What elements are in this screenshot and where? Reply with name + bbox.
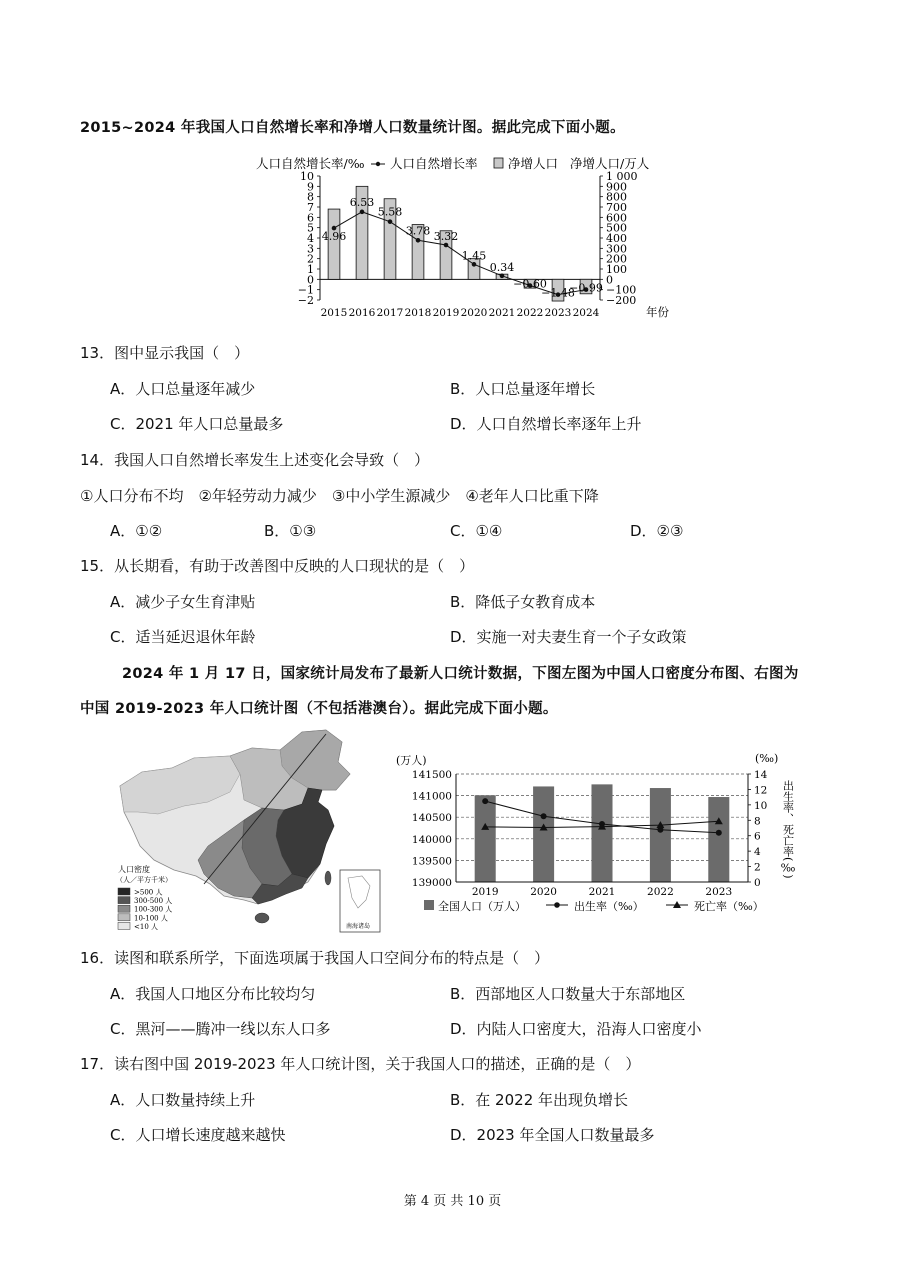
chart1-y-left-tick-label: 4 bbox=[307, 232, 314, 245]
chart1-y-right-label: 净增人口/万人 bbox=[570, 156, 650, 171]
chart1-y-right-tick-label: 500 bbox=[606, 221, 627, 235]
chart1-bar-net bbox=[328, 209, 340, 279]
q17-option-d[interactable]: D．2023 年全国人口数量最多 bbox=[450, 1126, 655, 1144]
map-legend-swatch bbox=[118, 888, 130, 895]
map-legend-label: <10 人 bbox=[134, 922, 158, 931]
chart2-point-birth bbox=[482, 798, 488, 804]
q16-option-b[interactable]: B．西部地区人口数量大于东部地区 bbox=[450, 985, 686, 1003]
chart2-legend-birth: 出生率（‰） bbox=[574, 900, 644, 913]
chart1-data-label: 4.96 bbox=[321, 230, 347, 244]
q13-stem: 13．图中显示我国（ ） bbox=[80, 344, 250, 362]
chart1-y-left-tick-label: −1 bbox=[297, 283, 314, 297]
chart2-x-tick-label: 2020 bbox=[530, 886, 557, 898]
chart1-data-label: −0.99 bbox=[569, 281, 603, 295]
chart2-legend-death: 死亡率（‰） bbox=[694, 900, 764, 913]
map-hainan bbox=[255, 913, 269, 923]
chart1-data-label: 1.45 bbox=[461, 249, 487, 263]
chart1-y-right-tick-label: 400 bbox=[606, 232, 627, 245]
chart1-data-label: −0.60 bbox=[513, 277, 547, 291]
chart1-data-label: 3.32 bbox=[433, 230, 459, 244]
chart2-y-right-tick-label: 10 bbox=[754, 799, 768, 812]
q17-option-a[interactable]: A．人口数量持续上升 bbox=[110, 1091, 256, 1109]
q14-option-d[interactable]: D．②③ bbox=[630, 522, 684, 540]
chart2-bar-population bbox=[533, 786, 554, 882]
chart1-point-rate bbox=[444, 243, 449, 248]
q15-stem: 15．从长期看，有助于改善图中反映的人口现状的是（ ） bbox=[80, 557, 475, 575]
chart2-y-left-tick-label: 140500 bbox=[411, 812, 452, 825]
q17-option-c[interactable]: C．人口增长速度越来越快 bbox=[110, 1126, 286, 1144]
q14-option-a[interactable]: A．①② bbox=[110, 522, 163, 540]
chart1-y-right-tick-label: 600 bbox=[606, 211, 627, 225]
chart2-y-right-tick-label: 6 bbox=[754, 830, 761, 843]
intro-text-1: 2015~2024 年我国人口自然增长率和净增人口数量统计图。据此完成下面小题。 bbox=[80, 120, 625, 136]
chart1-y-right-tick-label: 300 bbox=[606, 242, 627, 256]
chart1-x-tick-label: 2023 bbox=[544, 307, 572, 319]
chart2-y-right-tick-label: 12 bbox=[754, 784, 768, 797]
chart1-y-right-tick-label: 900 bbox=[606, 180, 627, 194]
chart1-x-unit: 年份 bbox=[646, 305, 669, 319]
chart2-bar-population bbox=[708, 797, 729, 882]
chart1-y-left-tick-label: 1 bbox=[307, 263, 314, 276]
chart1-y-right-tick-label: 0 bbox=[606, 273, 613, 287]
chart2-bar-population bbox=[475, 795, 496, 882]
map-legend-swatch bbox=[118, 914, 130, 921]
chart1-x-tick-label: 2024 bbox=[572, 307, 600, 319]
chart1-legend-rate-marker bbox=[376, 162, 380, 166]
chart1-x-tick-label: 2015 bbox=[320, 307, 348, 319]
map-legend-unit: （人／平方千米） bbox=[116, 876, 172, 884]
chart2-y-right-tick-label: 14 bbox=[754, 769, 768, 781]
map-legend-swatch bbox=[118, 897, 130, 904]
chart1-y-left-tick-label: 7 bbox=[307, 201, 314, 214]
chart1-y-left-tick-label: 8 bbox=[307, 190, 314, 204]
chart1-data-label: 0.34 bbox=[489, 260, 515, 274]
chart1-x-tick-label: 2020 bbox=[460, 307, 488, 319]
chart1-data-label: −1.48 bbox=[541, 286, 575, 300]
q17-stem: 17．读右图中国 2019-2023 年人口统计图，关于我国人口的描述，正确的是（ ） bbox=[80, 1055, 641, 1073]
q15-option-d[interactable]: D．实施一对夫妻生育一个子女政策 bbox=[450, 628, 687, 646]
map-legend-label: 10-100 人 bbox=[134, 914, 168, 923]
chart-population-2019-2023 bbox=[390, 748, 802, 920]
chart2-y-right-tick-label: 0 bbox=[754, 877, 761, 889]
q14-option-b[interactable]: B．①③ bbox=[264, 522, 317, 540]
chart1-y-right-tick-label: 100 bbox=[606, 263, 627, 276]
chart1-data-label: 5.58 bbox=[377, 205, 403, 219]
map-inset-label: 南海诸岛 bbox=[346, 923, 371, 930]
chart1-y-right-tick-label: 200 bbox=[606, 252, 627, 266]
chart2-y-left-tick-label: 140000 bbox=[411, 833, 452, 846]
chart1-line-rate bbox=[334, 212, 586, 295]
q14-option-c[interactable]: C．①④ bbox=[450, 522, 503, 540]
chart1-y-right-tick-label: −100 bbox=[606, 283, 637, 297]
population-density-map bbox=[112, 728, 384, 934]
intro-text-2-line-1: 2024 年 1 月 17 日，国家统计局发布了最新人口统计数据，下图左图为中国人口密度分布图、右图为 bbox=[122, 666, 799, 682]
chart1-legend-net-swatch bbox=[494, 158, 503, 168]
page-footer: 第 4 页 共 10 页 bbox=[403, 1194, 502, 1209]
chart1-y-right-tick-label: 700 bbox=[606, 201, 627, 214]
chart2-point-birth bbox=[716, 830, 722, 836]
chart1-y-left-label: 人口自然增长率/‰ bbox=[256, 156, 365, 171]
chart1-y-left-tick-label: 6 bbox=[307, 211, 314, 225]
q15-option-a[interactable]: A．减少子女生育津贴 bbox=[110, 593, 256, 611]
chart2-x-tick-label: 2023 bbox=[705, 886, 733, 898]
chart1-y-right-tick-label: −200 bbox=[606, 294, 637, 307]
chart-natural-growth bbox=[250, 150, 670, 322]
chart2-x-tick-label: 2022 bbox=[647, 886, 674, 898]
chart1-data-label: 3.78 bbox=[405, 224, 431, 238]
chart2-y-right-tick-label: 2 bbox=[754, 861, 761, 874]
q17-option-b[interactable]: B．在 2022 年出现负增长 bbox=[450, 1091, 629, 1109]
chart1-y-left-tick-label: 9 bbox=[307, 180, 314, 194]
chart2-point-birth bbox=[541, 813, 547, 819]
chart2-x-tick-label: 2019 bbox=[471, 886, 499, 898]
chart1-x-tick-label: 2022 bbox=[516, 307, 544, 319]
chart2-bar-population bbox=[591, 784, 612, 882]
chart1-data-label: 6.53 bbox=[349, 195, 375, 209]
chart1-point-rate bbox=[388, 219, 393, 224]
chart2-legend-pop: 全国人口（万人） bbox=[438, 900, 526, 913]
q13-option-c[interactable]: C．2021 年人口总量最多 bbox=[110, 415, 284, 433]
map-legend-swatch bbox=[118, 922, 130, 929]
q13-option-a[interactable]: A．人口总量逐年减少 bbox=[110, 380, 256, 398]
map-legend-title: 人口密度 bbox=[118, 865, 150, 874]
chart1-x-tick-label: 2016 bbox=[348, 307, 376, 319]
chart2-y-left-tick-label: 141000 bbox=[411, 790, 452, 803]
chart2-y-right-unit: (‰) bbox=[755, 752, 779, 765]
chart1-x-tick-label: 2017 bbox=[376, 307, 404, 319]
map-legend-label: 300-500 人 bbox=[134, 897, 173, 906]
q16-option-c[interactable]: C．黑河——腾冲一线以东人口多 bbox=[110, 1020, 331, 1038]
q16-stem: 16．读图和联系所学，下面选项属于我国人口空间分布的特点是（ ） bbox=[80, 949, 550, 967]
q16-option-a[interactable]: A．我国人口地区分布比较均匀 bbox=[110, 985, 316, 1003]
chart1-x-tick-label: 2021 bbox=[488, 307, 516, 319]
q14-items: ①人口分布不均 ②年轻劳动力减少 ③中小学生源减少 ④老年人口比重下降 bbox=[80, 487, 599, 505]
chart1-y-left-tick-label: −2 bbox=[297, 294, 314, 307]
map-legend-swatch bbox=[118, 905, 130, 912]
chart1-point-rate bbox=[500, 274, 505, 279]
q13-option-d[interactable]: D．人口自然增长率逐年上升 bbox=[450, 415, 642, 433]
chart2-bar-population bbox=[650, 788, 671, 882]
chart2-y-right-label: 出生率、死亡率(‰) bbox=[781, 780, 795, 879]
chart1-y-left-tick-label: 2 bbox=[307, 252, 314, 266]
map-legend-label: >500 人 bbox=[134, 888, 163, 897]
chart1-y-left-tick-label: 5 bbox=[307, 221, 314, 235]
chart1-x-tick-label: 2019 bbox=[432, 307, 460, 319]
chart2-legend-pop-swatch bbox=[424, 900, 434, 910]
chart1-point-rate bbox=[416, 238, 421, 243]
q16-option-d[interactable]: D．内陆人口密度大，沿海人口密度小 bbox=[450, 1020, 702, 1038]
chart2-y-left-unit: (万人) bbox=[396, 754, 427, 767]
chart1-y-left-tick-label: 3 bbox=[307, 242, 314, 256]
chart1-point-rate bbox=[360, 210, 365, 215]
chart2-y-right-tick-label: 8 bbox=[754, 815, 761, 828]
chart1-point-rate bbox=[472, 262, 477, 267]
chart1-y-left-tick-label: 10 bbox=[300, 170, 314, 183]
chart1-y-right-tick-label: 1 000 bbox=[606, 170, 638, 183]
chart1-legend-net: 净增人口 bbox=[508, 156, 559, 171]
chart1-y-left-tick-label: 0 bbox=[307, 273, 314, 287]
chart2-y-left-tick-label: 141500 bbox=[411, 769, 452, 781]
intro-text-2-line-2: 中国 2019-2023 年人口统计图（不包括港澳台）。据此完成下面小题。 bbox=[80, 701, 558, 717]
chart2-y-right-tick-label: 4 bbox=[754, 846, 761, 859]
chart2-y-left-tick-label: 139000 bbox=[411, 877, 452, 889]
chart1-x-tick-label: 2018 bbox=[404, 307, 432, 319]
q15-option-c[interactable]: C．适当延迟退休年龄 bbox=[110, 628, 256, 646]
q13-option-b[interactable]: B．人口总量逐年增长 bbox=[450, 380, 596, 398]
map-legend-label: 100-300 人 bbox=[134, 905, 173, 914]
chart2-legend-birth-marker bbox=[554, 902, 560, 908]
chart1-legend-rate: 人口自然增长率 bbox=[390, 156, 478, 171]
q14-stem: 14．我国人口自然增长率发生上述变化会导致（ ） bbox=[80, 451, 430, 469]
chart1-y-right-tick-label: 800 bbox=[606, 190, 627, 204]
q15-option-b[interactable]: B．降低子女教育成本 bbox=[450, 593, 596, 611]
chart2-y-left-tick-label: 139500 bbox=[411, 855, 452, 868]
chart2-x-tick-label: 2021 bbox=[588, 886, 616, 898]
